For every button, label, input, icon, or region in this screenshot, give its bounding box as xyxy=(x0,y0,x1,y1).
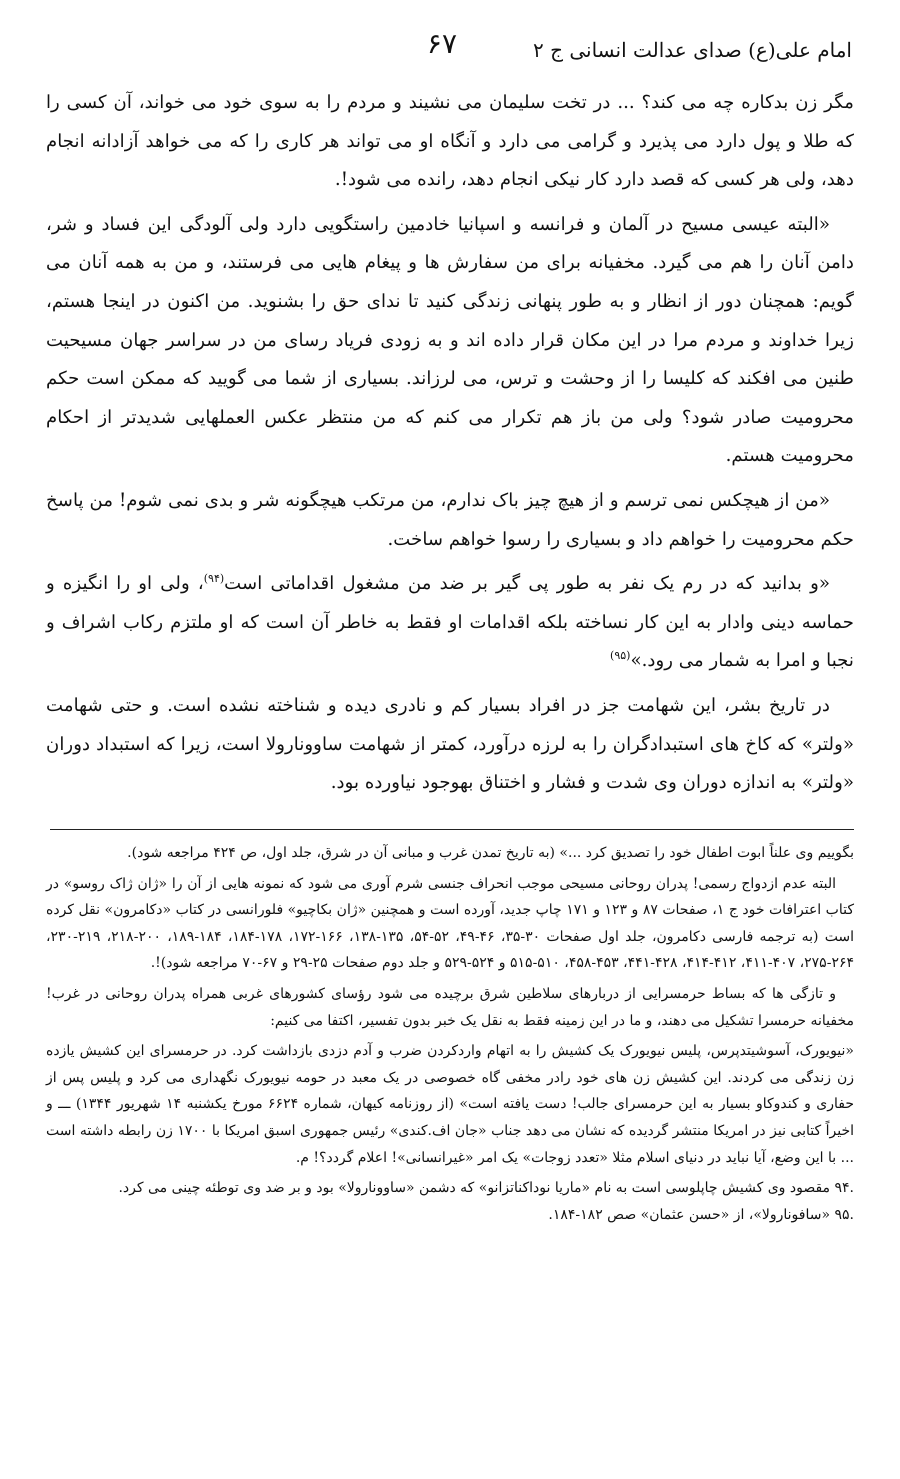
paragraph xyxy=(46,565,854,681)
paragraph: «البته عیسی مسیح در آلمان و فرانسه و اسپانیا خادمین راستگویی دارد ولی آلودگی این فساد و شر، دامن آنان را هم می گیرد. مخفیانه برای من سفارش ها و پیغام هایی می فرستند، و من به همه آنان می گویم: همچنان دور از انظار و به طور پنهانی زندگی کنید تا ندای حق را بشنوید. من اکنون در اینجا هستم، زیرا خداوند و مردم مرا در این مکان قرار داده اند و به زودی فریاد رسای من در سراسر جهان مسیحیت طنین می افکند که کلیسا را از وحشت و ترس، می لرزاند. بسیاری از شما می گویید که ممکن است حکم محرومیت صادر شود؟ ولی من باز هم تکرار می کنم که من منتظر عکس العملهایی شدیدتر از احکام محرومیت هستم. xyxy=(46,213,854,467)
paragraph-text: «و بدانید که در رم یک نفر به طور پی گیر بر ضد من مشغول اقداماتی است xyxy=(224,573,830,595)
footnote: .۹۵ «سافونارولا»، از «حسن عثمان» صص ۱۸۲-۱۸۴. xyxy=(548,1206,854,1223)
footnote: «نیویورک، آسوشیتدپرس، پلیس نیویورک یک کشیش را به اتهام واردکردن ضرب و آدم دزدی بازداشت کرد. در حرمسرای این کشیش یازده زن زندگی می کردند. این کشیش زن های خود رادر مخفی گاه خصوصی در یک معبد در حومه نیویورک نگهداری می کرد و پلیس پس از حفاری و کندوکاو بسیار به این حرمسرای جالب! دست یافته است» (از روزنامه کیهان، شماره ۶۶۲۴ مورخ یکشنبه ۱۴ شهریور ۱۳۴۴) ـــ و اخیراً کتابی نیز در امریکا منتشر گردیده که نشان می دهد جناب «جان اف.کندی» رئیس جمهوری اسبق امریکا با ۱۷۰۰ زن رابطه داشته است ... با این وضع، آیا نباید در دنیای اسلام مثلا «تعدد زوجات» یک امر «غیرانسانی»! اعلام گردد؟! م. xyxy=(46,1043,854,1166)
paragraph: مگر زن بدکاره چه می کند؟ ... در تخت سلیمان می نشیند و مردم را به سوی خود می خواند، آن کسی را که طلا و پول دارد می پذیرد و گرامی می دارد و آنگاه او می تواند هر کاری را که می خواهد آزادانه انجام دهد، ولی هر کسی که قصد دارد کار نیکی انجام دهد، رانده می شود!. xyxy=(46,92,854,191)
footnote-divider xyxy=(50,829,854,830)
footnote-ref: (۹۵) xyxy=(610,649,631,663)
footnote: البته عدم ازدواج رسمی! پدران روحانی مسیحی موجب انحراف جنسی شرم آوری می شود که نمونه هایی از آن را «ژان ژاک روسو» در کتاب اعترافات خود ج ۱، صفحات ۸۷ و ۱۲۳ و ۱۷۱ چاپ جدید، آورده است و همچنین «ژان بکاچیو» فلورانسی در کتاب «دکامرون» نقل کرده است (به ترجمه فارسی دکامرون، جلد اول صفحات ۳۰-۳۵، ۴۶-۴۹، ۵۲-۵۴، ۱۳۵-۱۳۸، ۱۶۶-۱۷۲، ۱۷۸-۱۸۴، ۱۸۴-۱۸۹، ۲۰۰-۲۱۸، ۲۱۹-۲۳۰، ۲۶۴-۲۷۵، ۴۰۷-۴۱۱، ۴۱۲-۴۱۴، ۴۲۸-۴۴۱، ۴۵۳-۴۵۸، ۵۱۰-۵۱۵ و ۵۲۴-۵۲۹ و جلد دوم صفحات ۲۵-۲۹ و ۶۷-۷۰ مراجعه شود)!. xyxy=(46,875,855,972)
footnotes xyxy=(46,840,854,1228)
paragraph: در تاریخ بشر، این شهامت جز در افراد بسیار کم و نادری دیده و شناخته نشده است. و حتی شهامت «ولتر» که کاخ های استبدادگران را به لرزه درآورد، کمتر از شهامت ساوونارولا است، زیرا که استبداد دوران «ولتر» به اندازه دوران وی شدت و فشار و اختناق بهوجود نیاورده بود. xyxy=(46,694,854,794)
footnote-ref: (۹۴) xyxy=(203,572,225,586)
main-text xyxy=(46,84,854,803)
footnote: .۹۴ مقصود وی کشیش چاپلوسی است به نام «ماریا نوداکناتزانو» که دشمن «ساوونارولا» بود و بر ضد وی توطئه چینی می کرد. xyxy=(118,1180,854,1197)
running-title: امام علی(ع) صدای عدالت انسانی ج ۲ xyxy=(532,38,852,62)
paragraph xyxy=(46,482,854,559)
page-header xyxy=(48,27,852,70)
paragraph-text: ، ولی او را انگیزه و حماسه دینی وادار به این کار نساخته بلکه اقدامات او فقط به خاطر آن است که او ملتزم رکاب اشراف و نجبا و امرا به شمار می رود.» xyxy=(46,573,854,672)
footnote: بگوییم وی علناً ابوت اطفال خود را تصدیق کرد ...» (به تاریخ تمدن غرب و مبانی آن در شرق، جلد اول، ص ۴۲۴ مراجعه شود). xyxy=(127,845,854,861)
footnote: و تازگی ها که بساط حرمسرایی از دربارهای سلاطین شرق برچیده می شود رؤسای کشورهای غربی همراه پدران روحانی در غرب! مخفیانه حرمسرا تشکیل می دهند، و ما در این زمینه فقط به نقل یک خبر بدون تفسیر، اکتفا می کنیم: xyxy=(46,985,854,1029)
page-number: ۶۷ xyxy=(426,27,457,60)
paragraph-text: «من از هیچکس نمی ترسم و از هیچ چیز باک ندارم، من مرتکب هیچگونه شر و بدی نمی شوم! من پاسخ حکم محرومیت را خواهم داد و بسیاری را رسوا خواهم ساخت. xyxy=(46,489,854,550)
